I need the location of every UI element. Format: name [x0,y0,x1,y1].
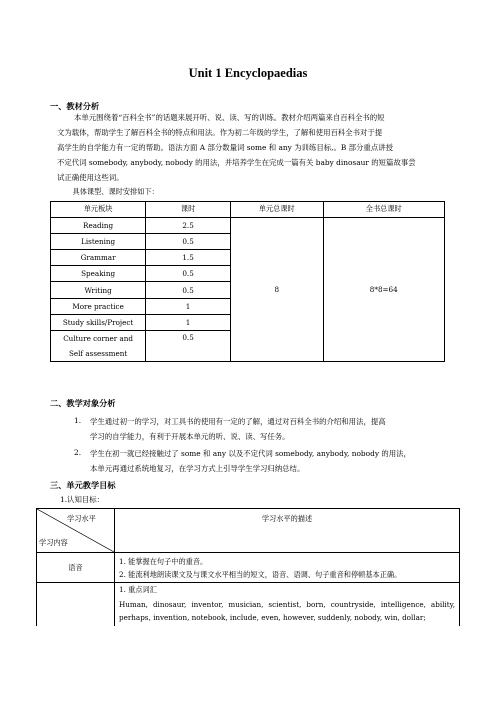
goal-item: 2. 能流利地朗读课文及与课文水平相当的短文，语音、语调、句子重音和停顿基本正确。 [119,569,402,579]
hours-cell: 1 [146,314,231,330]
hours-cell: 0.5 [146,282,231,298]
goal-item: 1. 能掌握在句子中的重音。 [119,556,208,566]
section-heading-goals: 三、单元教学目标 [50,480,116,490]
hours-cell: 1 [146,298,231,314]
table-header: 课时 [146,201,231,217]
row-label-vocab [37,583,115,627]
section-heading-materials: 一、教材分析 [50,101,100,111]
paragraph-line: 试正确使用这些词。 [57,173,124,182]
schedule-table [50,183,445,362]
module-line: Culture corner and [63,334,134,343]
list-item-number: 1. [74,416,82,425]
list-item-text: 学生通过初一的学习，对工具书的使用有一定的了解，通过对百科全书的介绍和用法，提高 [90,417,386,426]
hours-cell: 2.5 [146,217,231,233]
paragraph-line: 文为载体，帮助学生了解百科全书的特点和用法。作为初二年级的学生，了解和使用百科全书对于提 [57,128,383,137]
hours-cell: 0.5 [146,266,231,282]
hours-cell: 0.5 [146,233,231,249]
vocab-list: Human, dinosaur, inventor, musician, scientist, born, countryside, intelligence, ability, perhaps, invention, notebook, include, even, however, suddenly, nobody, win, dollar; [119,600,455,622]
vocab-cell [115,583,460,627]
list-item-text: 学习的自学能力，有利于开展本单元的听、说、读、写任务。 [90,432,290,441]
phonetics-cell [115,553,460,583]
book-total-cell: 8*8=64 [323,217,444,361]
module-cell: Reading [51,217,146,233]
list-item-number: 2. [74,448,82,457]
diagonal-header-cell [37,509,115,553]
module-cell: Listening [51,233,146,249]
unit-total-cell: 8 [230,217,323,361]
list-item-text: 学生在初一就已经接触过了 some 和 any 以及不定代词 somebody, anybody, nobody 的用法， [90,449,411,458]
goals-table [36,508,460,626]
module-cell: Speaking [51,266,146,282]
module-cell: Grammar [51,250,146,266]
paragraph-line: 高学生的自学能力有一定的帮助。语法方面 A 部分数量词 some 和 any 为训练目标,。B 部分重点讲授 [57,143,393,152]
module-line: Self assessment [68,349,128,358]
table-header: 单元总课时 [230,201,323,217]
table-header: 全书总课时 [323,201,444,217]
paragraph-line: 本单元围绕着“百科全书”的话题来展开听、说、读、写的训练。教材介绍两篇来自百科全书的短 [74,113,385,122]
goal-item: 1. 重点词汇 [119,585,157,594]
page-title: Unit 1 Encyclopaedias [188,66,308,80]
module-cell [51,331,146,362]
section-heading-students: 二、教学对象分析 [50,398,116,408]
header-level: 学习水平 [67,514,96,523]
row-label-phonetics: 语音 [37,553,115,583]
list-item-text: 本单元再通过系统地复习，在学习方式上引导学生学习归纳总结。 [90,464,305,473]
module-cell: Writing [51,282,146,298]
goals-subheading: 1.认知目标： [60,495,105,504]
hours-cell: 1.5 [146,250,231,266]
header-description: 学习水平的描述 [115,509,460,553]
module-cell: Study skills/Project [51,314,146,330]
header-content: 学习内容 [39,538,68,547]
table-header: 单元板块 [51,201,146,217]
module-cell: More practice [51,298,146,314]
paragraph-line: 不定代词 somebody, anybody, nobody 的用法，并培养学生在完成一篇有关 baby dinosaur 的短篇故事尝 [57,158,416,167]
hours-cell: 0.5 [146,331,231,362]
schedule-intro: 具体课型、课时安排如下： [72,186,159,196]
